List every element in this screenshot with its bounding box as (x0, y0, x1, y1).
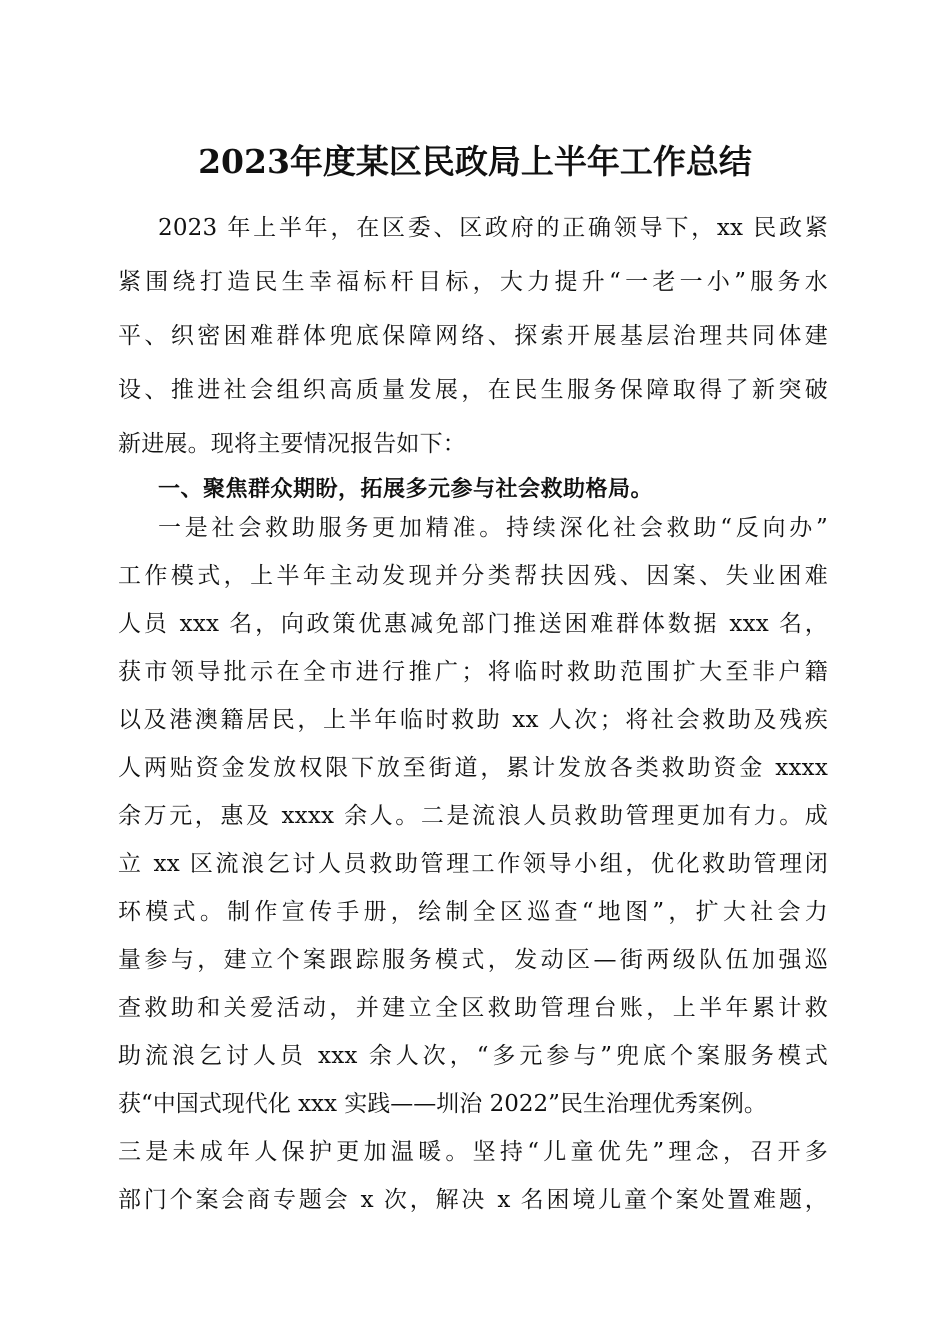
paragraph-line: 紧围绕打造民生幸福标杆目标，大力提升“一老一小”服务水 (118, 269, 828, 295)
paragraph-line: 2023 年上半年，在区委、区政府的正确领导下，xx 民政紧 (158, 215, 828, 241)
paragraph-line: 人两贴资金发放权限下放至街道，累计发放各类救助资金 xxxx (118, 755, 828, 781)
paragraph-line: 环模式。制作宣传手册，绘制全区巡查“地图”，扩大社会力 (118, 899, 828, 925)
paragraph-line: 助流浪乞讨人员 xxx 余人次，“多元参与”兜底个案服务模式 (118, 1043, 828, 1069)
paragraph-line: 立 xx 区流浪乞讨人员救助管理工作领导小组，优化救助管理闭 (118, 851, 828, 877)
paragraph-line: 一是社会救助服务更加精准。持续深化社会救助“反向办” (158, 515, 828, 541)
paragraph-line: 新进展。现将主要情况报告如下： (118, 431, 466, 457)
paragraph-line: 获市领导批示在全市进行推广；将临时救助范围扩大至非户籍 (118, 659, 828, 685)
paragraph-line: 平、织密困难群体兜底保障网络、探索开展基层治理共同体建 (118, 323, 828, 349)
paragraph-line: 工作模式，上半年主动发现并分类帮扶因残、因案、失业困难 (118, 563, 828, 589)
paragraph-line: 部门个案会商专题会 x 次，解决 x 名困境儿童个案处置难题， (118, 1187, 828, 1213)
paragraph-line: 人员 xxx 名，向政策优惠减免部门推送困难群体数据 xxx 名， (118, 611, 828, 637)
document-title: 2023年度某区民政局上半年工作总结 (198, 142, 752, 181)
paragraph-line: 查救助和关爱活动，并建立全区救助管理台账，上半年累计救 (118, 995, 828, 1021)
paragraph-line: 获“中国式现代化 xxx 实践——圳治 2022”民生治理优秀案例。 (118, 1091, 767, 1117)
paragraph-line: 余万元，惠及 xxxx 余人。二是流浪人员救助管理更加有力。成 (118, 803, 828, 829)
section-heading: 一、聚焦群众期盼，拓展多元参与社会救助格局。 (158, 477, 654, 502)
paragraph-line: 量参与，建立个案跟踪服务模式，发动区—街两级队伍加强巡 (118, 947, 828, 973)
paragraph-line: 三是未成年人保护更加温暖。坚持“儿童优先”理念，召开多 (118, 1139, 828, 1165)
paragraph-line: 以及港澳籍居民，上半年临时救助 xx 人次；将社会救助及残疾 (118, 707, 828, 733)
paragraph-line: 设、推进社会组织高质量发展，在民生服务保障取得了新突破 (118, 377, 828, 403)
